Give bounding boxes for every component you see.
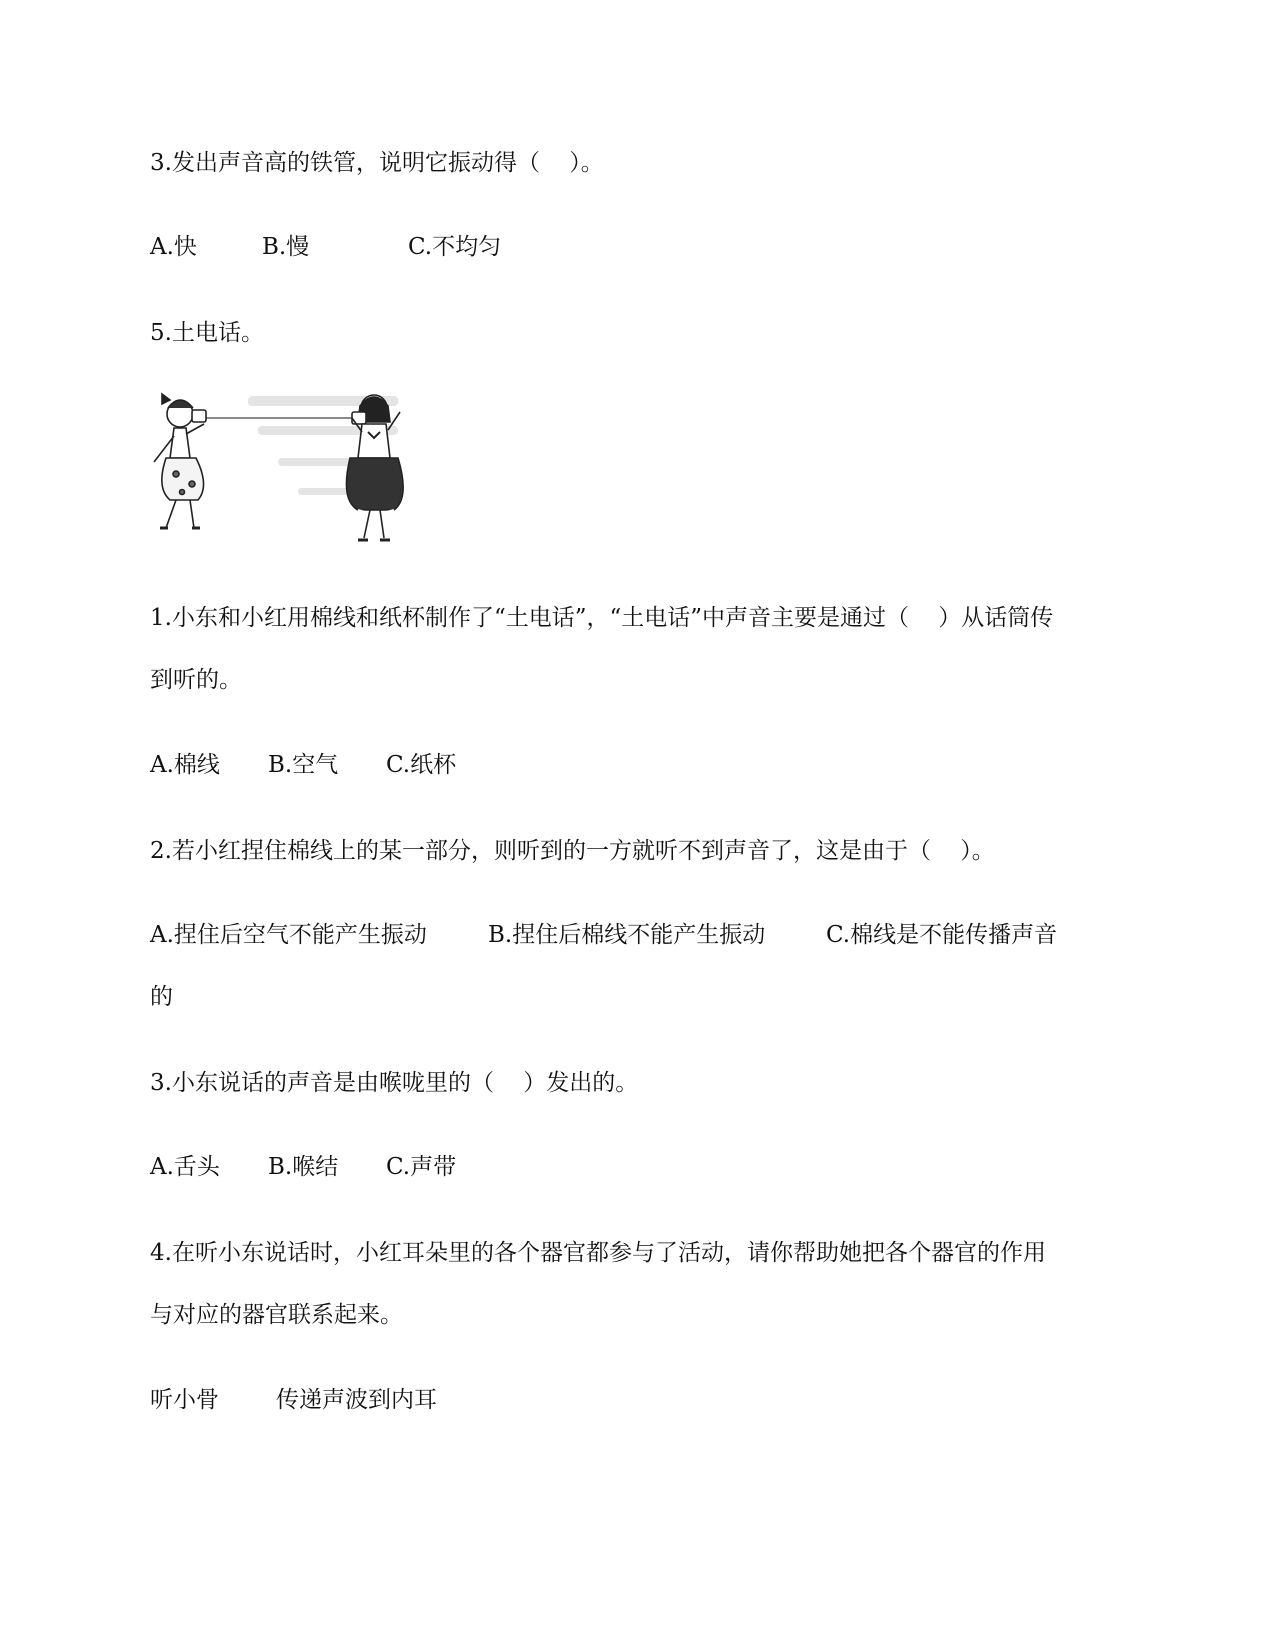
question-3b-options	[150, 1152, 750, 1182]
option-b: B.捏住后棉线不能产生振动	[488, 922, 766, 948]
option-c: C.棉线是不能传播声音	[826, 922, 1058, 948]
question-3b-stem: 3.小东说话的声音是由喉咙里的（ ）发出的。	[150, 1070, 639, 1096]
question-2-stem: 2.若小红捏住棉线上的某一部分，则听到的一方就听不到声音了，这是由于（ ）。	[150, 838, 995, 864]
question-1-options	[150, 750, 750, 780]
option-c: C.不均匀	[408, 234, 502, 260]
option-c: C.声带	[386, 1154, 457, 1180]
option-b: B.喉结	[268, 1154, 339, 1180]
section-5-title: 5.土电话。	[150, 320, 264, 346]
match-right-item: 传递声波到内耳	[276, 1387, 437, 1413]
option-a: A.舌头	[150, 1154, 220, 1180]
option-b: B.慢	[262, 234, 310, 260]
question-2-options-tail: 的	[150, 984, 173, 1010]
match-left-item: 听小骨	[150, 1387, 219, 1413]
question-4-matching-row	[150, 1385, 750, 1415]
option-a: A.捏住后空气不能产生振动	[150, 922, 427, 948]
question-2-options	[150, 920, 1150, 950]
option-b: B.空气	[268, 752, 339, 778]
question-4-stem-line1: 4.在听小东说话时，小红耳朵里的各个器官都参与了活动，请你帮助她把各个器官的作用	[150, 1240, 1046, 1266]
question-3-stem: 3.发出声音高的铁管，说明它振动得（ ）。	[150, 150, 604, 176]
option-c: C.纸杯	[386, 752, 457, 778]
string-telephone-illustration	[148, 388, 428, 568]
question-3-options	[150, 232, 750, 262]
option-a: A.棉线	[150, 752, 220, 778]
question-1-stem-line2: 到听的。	[150, 667, 242, 693]
question-1-stem-line1: 1.小东和小红用棉线和纸杯制作了“土电话”，“土电话”中声音主要是通过（ ）从话筒传	[150, 605, 1054, 631]
option-a: A.快	[150, 234, 197, 260]
question-4-stem-line2: 与对应的器官联系起来。	[150, 1302, 403, 1328]
